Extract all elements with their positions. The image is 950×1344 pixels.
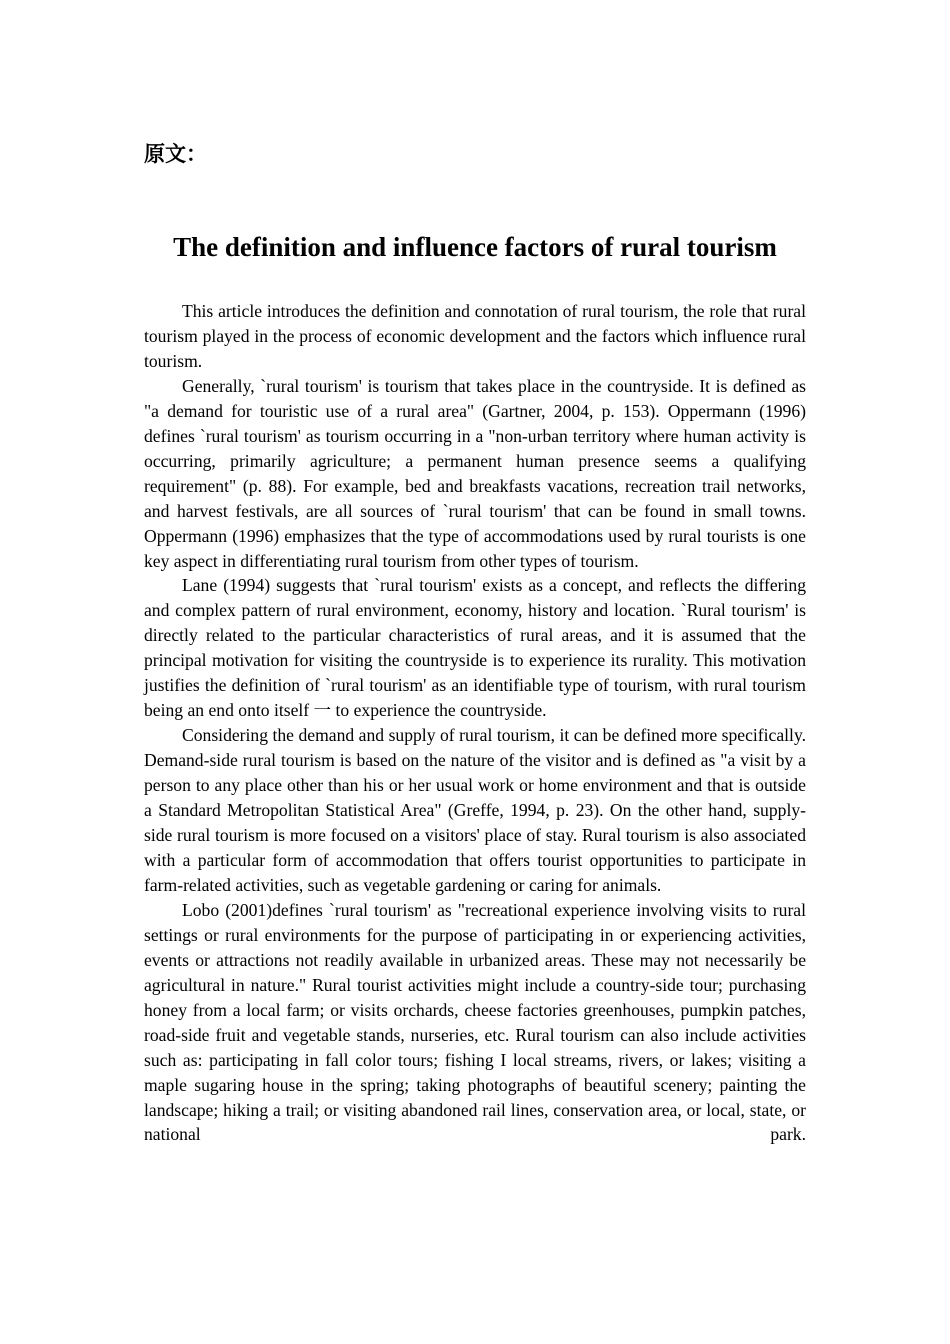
article-body [144,299,806,1147]
paragraph-demand-supply: Considering the demand and supply of rural tourism, it can be defined more specifically. Demand-side rural tourism is based on the nature of the visitor and is defined as "a visit by a person to any place other than his or her usual work or home environment and that is outside a Standard Metropolitan Statistical Area" (Greffe, 1994, p. 23). On the other hand, supply-side rural tourism is more focused on a visitors' place of stay. Rural tourism is also associated with a particular form of accommodation that offers tourist opportunities to participate in farm-related activities, such as vegetable gardening or caring for animals. [144,725,806,895]
paragraph-lane: Lane (1994) suggests that `rural tourism' exists as a concept, and reflects the differing and complex pattern of rural environment, economy, history and location. `Rural tourism' is directly related to the particular characteristics of rural areas, and it is assumed that the principal motivation for visiting the countryside is to experience its rurality. This motivation justifies the definition of `rural tourism' as an identifiable type of tourism, with rural tourism being an end onto itself 一 to experience the countryside. [144,575,806,721]
original-text-label: 原文： [144,142,207,166]
paragraph-definition: Generally, `rural tourism' is tourism that takes place in the countryside. It is defined as "a demand for touristic use of a rural area" (Gartner, 2004, p. 153). Oppermann (1996) defines `rural tourism' as tourism occurring in a "non-urban territory where human activity is occurring, primarily agriculture; a permanent human presence seems a qualifying requirement" (p. 88). For example, bed and breakfasts vacations, recreation trail networks, and harvest festivals, are all sources of `rural tourism' that can be found in small towns. Oppermann (1996) emphasizes that the type of accommodations used by rural tourists is one key aspect in differentiating rural tourism from other types of tourism. [144,375,806,571]
paragraph-intro: This article introduces the definition and connotation of rural tourism, the role that rural tourism played in the process of economic development and the factors which influence rural tourism. [144,301,806,371]
paragraph-lobo: Lobo (2001)defines `rural tourism' as "recreational experience involving visits to rural settings or rural environments for the purpose of participating in or experiencing activities, events or attractions not readily available in urbanized areas. These may not necessarily be agricultural in nature." Rural tourist activities might include a country-side tour; purchasing honey from a local farm; or visits orchards, cheese factories greenhouses, pumpkin patches, road-side fruit and vegetable stands, nurseries, etc. Rural tourism can also include activities such as: participating in fall color tours; fishing I local streams, rivers, or lakes; visiting a maple sugaring house in the spring; taking photographs of beautiful scenery; painting the landscape; hiking a trail; or visiting abandoned rail lines, conservation area, or local, state, or national park. [144,899,806,1145]
article-title: The definition and influence factors of rural tourism [173,232,777,262]
